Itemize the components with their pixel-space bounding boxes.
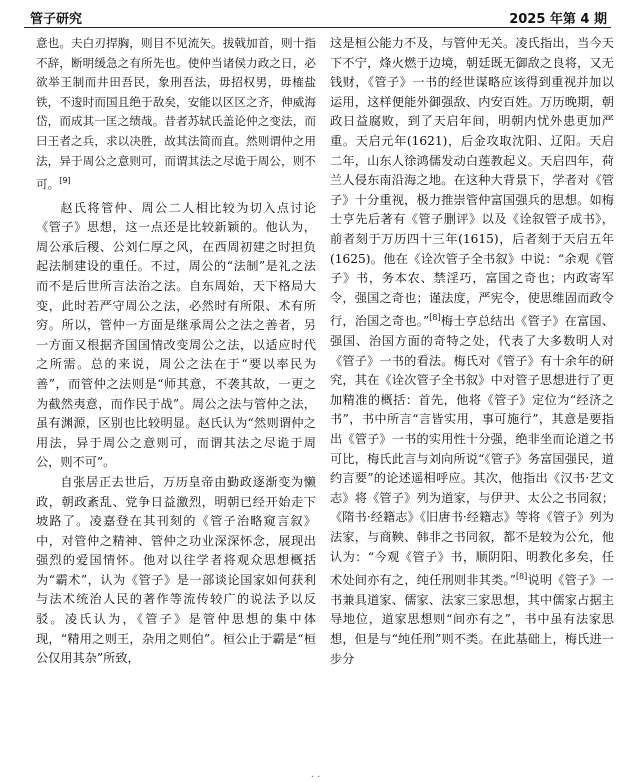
page-number: · ·	[310, 772, 321, 783]
block-quote-text: 意也。夫白刃捍胸，则目不见流矢。拔戟加首，则十指不辞，断明缓急之有所先也。使仲当诸侯力政之日，必欲举王制而井田吾民，象刑吾法，毋招权男，毋榷盐铁，不逡时而国且绝于敌矣，安能以区区之齐，伸威海岱，而成其一匡之绩哉。昔者苏轼氏盖论仲之变法，而曰王者之兵，求以决胜，故其法简而直。然则谓仲之用法，异于周公之意则可，而谓其法之尽诡于周公，则不可。	[36, 36, 316, 192]
citation-ref: [9]	[59, 176, 71, 186]
header-rule	[24, 27, 611, 28]
right-column	[330, 34, 614, 669]
issue-label: 2025 年第 4 期	[509, 12, 607, 27]
block-quote	[36, 34, 316, 195]
paragraph-text: 这是桓公能力不及，与管仲无关。凌氏指出，当今天下不宁，烽火燃于边境，朝廷既无御敌之良将，又无钱财，《管子》一书的经世谋略应该得到重视并加以运用，这样便能外御强敌、内安百姓。万历晚期，朝政日益腐败，到了天启年间，明朝内忧外患更加严重。天启元年(1621)，后金攻取沈阳、辽阳。天启二年，山东人徐鸿儒发动白莲教起义。天启四年，荷兰人侵东南沿海之地。在这种大背景下，学者对《管子》十分重视，极力推崇管仲富国强兵的思想。如梅士亨先后著有《管子删评》以及《诠叙管子成书》，前者刻于万历四十三年(1615)，后者刻于天启五年(1625)。他在《诠次管子全书叙》中说：“余观《管子》书，务本农、禁淫巧，富国之奇也；内政寄军令，强国之奇也；谨法度，严宪令，使思维固而政令行，治国之奇也。”	[330, 36, 614, 329]
paragraph: 自张居正去世后，万历皇帝由勤政逐渐变为懒政，朝政紊乱、党争日益激烈，明朝已经开始走下坡路了。凌嘉登在其刊刻的《管子治略窥言叙》中，对管仲之精神、管仲之功业深深怀念，展现出强烈的爱国情怀。他对以往学者将观众思想概括为“霸术”，认为《管子》是一部谈论国家如何获利与法术统治人民的著作等流传较广的说法予以反驳。凌氏认为，《管子》是管仲思想的集中体现，“精用之则王，杂用之则伯”。桓公止于霸是“桓公仅用其杂”所致，	[36, 474, 316, 666]
paragraph	[330, 34, 614, 669]
citation-ref: [8]	[429, 313, 441, 323]
paragraph-text: 梅士亨总结出《管子》在富国、强国、治国方面的奇特之处，代表了大多数明人对《管子》一书的看法。梅氏对《管子》有十余年的研究，其在《诠次管子全书叙》中对管子思想进行了更加精准的概括：首先，他将《管子》定位为“经济之书”，书中所言“言皆实用，事可施行”，其意是要指出《管子》一书的实用性十分强，绝非坐而论道之书可比，梅氏此言与刘向所说“《管子》务富国强民，道约言要”的论述遥相呼应。其次，他指出《汉书·艺文志》将《管子》列为道家，与伊尹、太公之书同叙；《隋书·经籍志》《旧唐书·经籍志》等将《管子》列为法家，与商鞅、韩非之书同叙，都不是较为公允，他认为：“今观《管子》书，顺阴阳、明教化多矣，任术处间亦有之，纯任刑则非其类。”	[330, 314, 614, 588]
paragraph-text: 说明《管子》一书兼具道家、儒家、法家三家思想，其中儒家占据主导地位，道家思想则“间亦有之”，书中虽有法家思想，但是与“纯任刑”则不类。在此基础上，梅氏进一步分	[330, 573, 614, 666]
journal-title: 管子研究	[30, 12, 83, 27]
citation-ref: [8]	[515, 572, 528, 582]
paragraph: 赵氏将管仲、周公二人相比较为切入点讨论《管子》思想，这一点还是比较新颖的。他认为，周公承后稷、公刘仁厚之风，在西周初建之时担负起法制建设的重任。不过，周公的“法制”是礼之法而不是后世所言法治之法。自东周始，天下格局大变，此时若严守周公之法，必然时有所限、术有所穷。所以，管仲一方面是继承周公之法之善者，另一方面又根据齐国国情改变周公之法，以适应时代之所需。总的来说，周公之法在于“要以率民为善”，而管仲之法则是“师其意，不袭其故，一更之为截然夷意，而作民于战”。周公之法与管仲之法，虽有渊源，区别也比较明显。赵氏认为“然则谓仲之用法，异于周公之意则可，而谓其法之尽诡于周公，则不可”。	[36, 200, 316, 470]
left-column	[36, 34, 316, 669]
